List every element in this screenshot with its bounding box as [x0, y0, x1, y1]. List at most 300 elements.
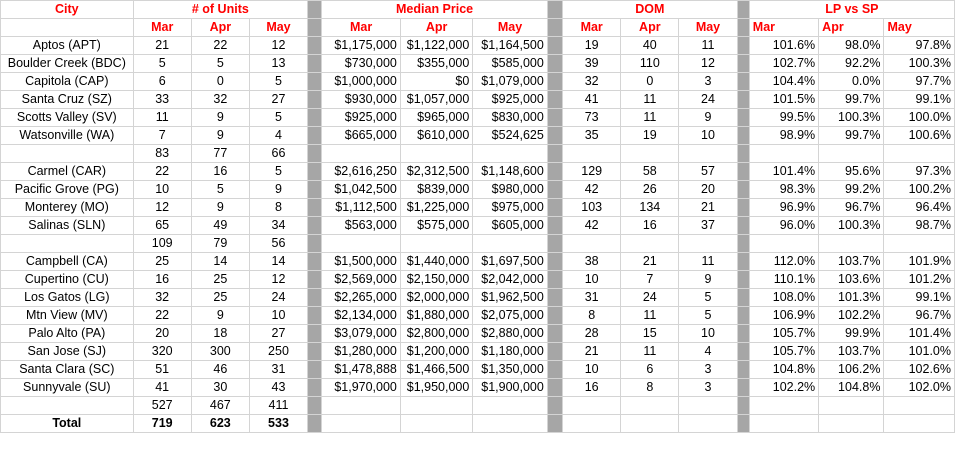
units-cell[interactable]: 27: [249, 91, 307, 109]
dom-cell[interactable]: 11: [679, 37, 737, 55]
lp-vs-sp-cell[interactable]: 99.1%: [884, 289, 955, 307]
median-price-cell[interactable]: $610,000: [400, 127, 472, 145]
lp-vs-sp-cell[interactable]: [819, 145, 884, 163]
lp-vs-sp-cell[interactable]: 99.2%: [819, 181, 884, 199]
median-price-cell[interactable]: $1,500,000: [322, 253, 401, 271]
dom-cell[interactable]: 15: [621, 325, 679, 343]
median-price-cell[interactable]: $1,900,000: [473, 379, 548, 397]
median-price-cell[interactable]: $1,042,500: [322, 181, 401, 199]
dom-cell[interactable]: 38: [563, 253, 621, 271]
median-price-cell[interactable]: $730,000: [322, 55, 401, 73]
dom-cell[interactable]: [679, 235, 737, 253]
dom-cell[interactable]: 57: [679, 163, 737, 181]
median-price-cell[interactable]: $1,164,500: [473, 37, 548, 55]
dom-cell[interactable]: [621, 415, 679, 433]
dom-cell[interactable]: 8: [563, 307, 621, 325]
lpsp-month-apr[interactable]: Apr: [819, 19, 884, 37]
units-cell[interactable]: 16: [133, 271, 191, 289]
price-month-mar[interactable]: Mar: [322, 19, 401, 37]
units-cell[interactable]: 22: [133, 307, 191, 325]
dom-cell[interactable]: 9: [679, 271, 737, 289]
median-price-cell[interactable]: $1,962,500: [473, 289, 548, 307]
units-cell[interactable]: 77: [191, 145, 249, 163]
units-cell[interactable]: 5: [133, 55, 191, 73]
lp-vs-sp-cell[interactable]: 101.5%: [749, 91, 818, 109]
dom-cell[interactable]: 21: [679, 199, 737, 217]
city-name-cell[interactable]: Capitola (CAP): [1, 73, 134, 91]
lp-vs-sp-cell[interactable]: 101.9%: [884, 253, 955, 271]
lp-vs-sp-cell[interactable]: 103.7%: [819, 343, 884, 361]
lp-vs-sp-cell[interactable]: 100.2%: [884, 181, 955, 199]
lp-vs-sp-cell[interactable]: 100.6%: [884, 127, 955, 145]
units-cell[interactable]: 13: [249, 55, 307, 73]
city-name-cell[interactable]: Los Gatos (LG): [1, 289, 134, 307]
units-cell[interactable]: 10: [249, 307, 307, 325]
median-price-cell[interactable]: $2,616,250: [322, 163, 401, 181]
units-cell[interactable]: 6: [133, 73, 191, 91]
lp-vs-sp-cell[interactable]: 99.5%: [749, 109, 818, 127]
units-cell[interactable]: 20: [133, 325, 191, 343]
median-price-cell[interactable]: $2,880,000: [473, 325, 548, 343]
dom-cell[interactable]: 37: [679, 217, 737, 235]
median-price-cell[interactable]: $0: [400, 73, 472, 91]
lp-vs-sp-cell[interactable]: 97.3%: [884, 163, 955, 181]
units-cell[interactable]: 5: [191, 181, 249, 199]
dom-cell[interactable]: 39: [563, 55, 621, 73]
units-month-may[interactable]: May: [249, 19, 307, 37]
lp-vs-sp-cell[interactable]: [819, 235, 884, 253]
lp-vs-sp-cell[interactable]: 101.0%: [884, 343, 955, 361]
median-price-cell[interactable]: $2,265,000: [322, 289, 401, 307]
dom-cell[interactable]: 16: [621, 217, 679, 235]
median-price-cell[interactable]: $2,150,000: [400, 271, 472, 289]
dom-cell[interactable]: [679, 397, 737, 415]
units-cell[interactable]: 533: [249, 415, 307, 433]
dom-cell[interactable]: 0: [621, 73, 679, 91]
dom-cell[interactable]: [679, 145, 737, 163]
median-price-cell[interactable]: $563,000: [322, 217, 401, 235]
lpsp-month-mar[interactable]: Mar: [749, 19, 818, 37]
total-label-cell[interactable]: Total: [1, 415, 134, 433]
lp-vs-sp-cell[interactable]: 101.2%: [884, 271, 955, 289]
dom-cell[interactable]: 11: [621, 307, 679, 325]
units-cell[interactable]: 5: [249, 109, 307, 127]
lp-vs-sp-cell[interactable]: 106.2%: [819, 361, 884, 379]
units-cell[interactable]: 12: [249, 271, 307, 289]
lp-vs-sp-cell[interactable]: 102.0%: [884, 379, 955, 397]
median-price-cell[interactable]: $930,000: [322, 91, 401, 109]
city-name-cell[interactable]: Carmel (CAR): [1, 163, 134, 181]
lp-vs-sp-cell[interactable]: 98.7%: [884, 217, 955, 235]
median-price-cell[interactable]: $1,148,600: [473, 163, 548, 181]
lp-vs-sp-cell[interactable]: [819, 415, 884, 433]
units-cell[interactable]: 5: [249, 73, 307, 91]
units-cell[interactable]: 30: [191, 379, 249, 397]
lp-vs-sp-cell[interactable]: 106.9%: [749, 307, 818, 325]
lp-vs-sp-cell[interactable]: 98.3%: [749, 181, 818, 199]
units-cell[interactable]: 7: [133, 127, 191, 145]
dom-cell[interactable]: 7: [621, 271, 679, 289]
median-price-cell[interactable]: [400, 397, 472, 415]
dom-cell[interactable]: 42: [563, 181, 621, 199]
median-price-cell[interactable]: $665,000: [322, 127, 401, 145]
dom-cell[interactable]: 5: [679, 289, 737, 307]
dom-cell[interactable]: 20: [679, 181, 737, 199]
lp-vs-sp-cell[interactable]: 97.8%: [884, 37, 955, 55]
city-name-cell[interactable]: Watsonville (WA): [1, 127, 134, 145]
lp-vs-sp-cell[interactable]: 98.0%: [819, 37, 884, 55]
median-price-cell[interactable]: $925,000: [322, 109, 401, 127]
median-price-cell[interactable]: [322, 235, 401, 253]
lp-vs-sp-cell[interactable]: 102.2%: [819, 307, 884, 325]
median-price-cell[interactable]: $1,180,000: [473, 343, 548, 361]
median-price-cell[interactable]: $965,000: [400, 109, 472, 127]
price-month-apr[interactable]: Apr: [400, 19, 472, 37]
median-price-cell[interactable]: $1,950,000: [400, 379, 472, 397]
lp-vs-sp-cell[interactable]: [749, 235, 818, 253]
median-price-cell[interactable]: [473, 145, 548, 163]
units-cell[interactable]: 79: [191, 235, 249, 253]
dom-cell[interactable]: 9: [679, 109, 737, 127]
median-price-cell[interactable]: $575,000: [400, 217, 472, 235]
units-cell[interactable]: 12: [249, 37, 307, 55]
empty-cell[interactable]: [1, 397, 134, 415]
dom-cell[interactable]: 3: [679, 361, 737, 379]
units-cell[interactable]: 32: [191, 91, 249, 109]
units-cell[interactable]: 9: [249, 181, 307, 199]
units-month-apr[interactable]: Apr: [191, 19, 249, 37]
units-cell[interactable]: 31: [249, 361, 307, 379]
median-price-cell[interactable]: [322, 145, 401, 163]
median-price-cell[interactable]: [473, 415, 548, 433]
median-price-cell[interactable]: $1,697,500: [473, 253, 548, 271]
median-price-cell[interactable]: $1,440,000: [400, 253, 472, 271]
dom-cell[interactable]: 8: [621, 379, 679, 397]
dom-cell[interactable]: 73: [563, 109, 621, 127]
dom-cell[interactable]: 31: [563, 289, 621, 307]
dom-cell[interactable]: 103: [563, 199, 621, 217]
median-price-cell[interactable]: $2,042,000: [473, 271, 548, 289]
units-cell[interactable]: 33: [133, 91, 191, 109]
units-cell[interactable]: 10: [133, 181, 191, 199]
lp-vs-sp-cell[interactable]: [884, 415, 955, 433]
units-cell[interactable]: 22: [133, 163, 191, 181]
lp-vs-sp-cell[interactable]: 92.2%: [819, 55, 884, 73]
units-cell[interactable]: 411: [249, 397, 307, 415]
units-cell[interactable]: 5: [249, 163, 307, 181]
price-header[interactable]: Median Price: [322, 1, 547, 19]
units-cell[interactable]: 34: [249, 217, 307, 235]
median-price-cell[interactable]: $975,000: [473, 199, 548, 217]
median-price-cell[interactable]: $1,000,000: [322, 73, 401, 91]
units-cell[interactable]: 9: [191, 109, 249, 127]
units-cell[interactable]: 5: [191, 55, 249, 73]
dom-cell[interactable]: 110: [621, 55, 679, 73]
dom-cell[interactable]: [621, 397, 679, 415]
lp-vs-sp-cell[interactable]: [749, 145, 818, 163]
lp-vs-sp-cell[interactable]: 101.3%: [819, 289, 884, 307]
units-cell[interactable]: 24: [249, 289, 307, 307]
dom-cell[interactable]: 3: [679, 73, 737, 91]
dom-cell[interactable]: 21: [621, 253, 679, 271]
dom-cell[interactable]: [621, 235, 679, 253]
lp-vs-sp-cell[interactable]: 101.4%: [749, 163, 818, 181]
median-price-cell[interactable]: $1,350,000: [473, 361, 548, 379]
dom-cell[interactable]: 24: [621, 289, 679, 307]
median-price-cell[interactable]: $2,075,000: [473, 307, 548, 325]
city-name-cell[interactable]: Santa Cruz (SZ): [1, 91, 134, 109]
city-name-cell[interactable]: Boulder Creek (BDC): [1, 55, 134, 73]
dom-cell[interactable]: 19: [563, 37, 621, 55]
median-price-cell[interactable]: $1,466,500: [400, 361, 472, 379]
dom-cell[interactable]: 10: [679, 127, 737, 145]
units-cell[interactable]: 14: [249, 253, 307, 271]
median-price-cell[interactable]: [400, 145, 472, 163]
units-cell[interactable]: 32: [133, 289, 191, 307]
units-cell[interactable]: 8: [249, 199, 307, 217]
dom-cell[interactable]: 6: [621, 361, 679, 379]
dom-cell[interactable]: 41: [563, 91, 621, 109]
empty-cell[interactable]: [1, 19, 134, 37]
lp-vs-sp-cell[interactable]: 98.9%: [749, 127, 818, 145]
units-cell[interactable]: 9: [191, 307, 249, 325]
lp-vs-sp-cell[interactable]: 96.7%: [819, 199, 884, 217]
dom-cell[interactable]: 129: [563, 163, 621, 181]
lp-vs-sp-cell[interactable]: 95.6%: [819, 163, 884, 181]
median-price-cell[interactable]: $2,569,000: [322, 271, 401, 289]
median-price-cell[interactable]: [473, 235, 548, 253]
dom-month-mar[interactable]: Mar: [563, 19, 621, 37]
units-cell[interactable]: 719: [133, 415, 191, 433]
lp-vs-sp-cell[interactable]: 102.7%: [749, 55, 818, 73]
lp-vs-sp-cell[interactable]: 99.7%: [819, 91, 884, 109]
units-cell[interactable]: 49: [191, 217, 249, 235]
city-name-cell[interactable]: Salinas (SLN): [1, 217, 134, 235]
lp-vs-sp-cell[interactable]: 99.9%: [819, 325, 884, 343]
lpsp-header[interactable]: LP vs SP: [749, 1, 954, 19]
price-month-may[interactable]: May: [473, 19, 548, 37]
units-cell[interactable]: 25: [133, 253, 191, 271]
units-cell[interactable]: 9: [191, 127, 249, 145]
city-name-cell[interactable]: Monterey (MO): [1, 199, 134, 217]
median-price-cell[interactable]: $980,000: [473, 181, 548, 199]
units-cell[interactable]: 46: [191, 361, 249, 379]
lp-vs-sp-cell[interactable]: 104.8%: [749, 361, 818, 379]
units-cell[interactable]: 41: [133, 379, 191, 397]
dom-cell[interactable]: [563, 397, 621, 415]
empty-cell[interactable]: [1, 235, 134, 253]
lp-vs-sp-cell[interactable]: [819, 397, 884, 415]
dom-cell[interactable]: 26: [621, 181, 679, 199]
dom-cell[interactable]: 42: [563, 217, 621, 235]
lp-vs-sp-cell[interactable]: 103.7%: [819, 253, 884, 271]
median-price-cell[interactable]: $2,134,000: [322, 307, 401, 325]
median-price-cell[interactable]: $524,625: [473, 127, 548, 145]
city-name-cell[interactable]: Aptos (APT): [1, 37, 134, 55]
lp-vs-sp-cell[interactable]: [749, 415, 818, 433]
dom-cell[interactable]: 10: [563, 361, 621, 379]
median-price-cell[interactable]: $1,970,000: [322, 379, 401, 397]
lp-vs-sp-cell[interactable]: 100.3%: [819, 109, 884, 127]
lp-vs-sp-cell[interactable]: 100.3%: [819, 217, 884, 235]
lp-vs-sp-cell[interactable]: 100.3%: [884, 55, 955, 73]
units-cell[interactable]: 83: [133, 145, 191, 163]
lp-vs-sp-cell[interactable]: 102.2%: [749, 379, 818, 397]
dom-cell[interactable]: 3: [679, 379, 737, 397]
median-price-cell[interactable]: $3,079,000: [322, 325, 401, 343]
lp-vs-sp-cell[interactable]: 104.4%: [749, 73, 818, 91]
units-cell[interactable]: 43: [249, 379, 307, 397]
city-name-cell[interactable]: Cupertino (CU): [1, 271, 134, 289]
median-price-cell[interactable]: $2,000,000: [400, 289, 472, 307]
units-cell[interactable]: 623: [191, 415, 249, 433]
median-price-cell[interactable]: $585,000: [473, 55, 548, 73]
median-price-cell[interactable]: $1,225,000: [400, 199, 472, 217]
median-price-cell[interactable]: $1,079,000: [473, 73, 548, 91]
lp-vs-sp-cell[interactable]: 110.1%: [749, 271, 818, 289]
dom-cell[interactable]: [563, 415, 621, 433]
median-price-cell[interactable]: [322, 415, 401, 433]
lp-vs-sp-cell[interactable]: 112.0%: [749, 253, 818, 271]
dom-cell[interactable]: 58: [621, 163, 679, 181]
lp-vs-sp-cell[interactable]: [884, 397, 955, 415]
lp-vs-sp-cell[interactable]: 0.0%: [819, 73, 884, 91]
median-price-cell[interactable]: [400, 415, 472, 433]
city-name-cell[interactable]: San Jose (SJ): [1, 343, 134, 361]
city-header[interactable]: City: [1, 1, 134, 19]
units-cell[interactable]: 250: [249, 343, 307, 361]
median-price-cell[interactable]: $839,000: [400, 181, 472, 199]
lp-vs-sp-cell[interactable]: 108.0%: [749, 289, 818, 307]
dom-cell[interactable]: 35: [563, 127, 621, 145]
dom-cell[interactable]: [563, 235, 621, 253]
median-price-cell[interactable]: $925,000: [473, 91, 548, 109]
median-price-cell[interactable]: [473, 397, 548, 415]
units-cell[interactable]: 300: [191, 343, 249, 361]
lp-vs-sp-cell[interactable]: [884, 235, 955, 253]
median-price-cell[interactable]: $1,200,000: [400, 343, 472, 361]
median-price-cell[interactable]: $1,175,000: [322, 37, 401, 55]
dom-cell[interactable]: [679, 415, 737, 433]
lp-vs-sp-cell[interactable]: 96.9%: [749, 199, 818, 217]
lp-vs-sp-cell[interactable]: [884, 145, 955, 163]
median-price-cell[interactable]: [322, 397, 401, 415]
dom-cell[interactable]: 11: [621, 109, 679, 127]
median-price-cell[interactable]: $1,057,000: [400, 91, 472, 109]
median-price-cell[interactable]: $1,112,500: [322, 199, 401, 217]
median-price-cell[interactable]: $1,478,888: [322, 361, 401, 379]
city-name-cell[interactable]: Sunnyvale (SU): [1, 379, 134, 397]
lp-vs-sp-cell[interactable]: 105.7%: [749, 343, 818, 361]
lp-vs-sp-cell[interactable]: 102.6%: [884, 361, 955, 379]
median-price-cell[interactable]: $1,880,000: [400, 307, 472, 325]
median-price-cell[interactable]: $1,280,000: [322, 343, 401, 361]
dom-cell[interactable]: 11: [621, 91, 679, 109]
units-cell[interactable]: 11: [133, 109, 191, 127]
dom-cell[interactable]: [563, 145, 621, 163]
city-name-cell[interactable]: Santa Clara (SC): [1, 361, 134, 379]
lp-vs-sp-cell[interactable]: 96.4%: [884, 199, 955, 217]
lp-vs-sp-cell[interactable]: 103.6%: [819, 271, 884, 289]
units-cell[interactable]: 14: [191, 253, 249, 271]
dom-cell[interactable]: 11: [621, 343, 679, 361]
city-name-cell[interactable]: Mtn View (MV): [1, 307, 134, 325]
median-price-cell[interactable]: $605,000: [473, 217, 548, 235]
lp-vs-sp-cell[interactable]: 100.0%: [884, 109, 955, 127]
units-cell[interactable]: 109: [133, 235, 191, 253]
units-cell[interactable]: 22: [191, 37, 249, 55]
dom-cell[interactable]: 10: [563, 271, 621, 289]
empty-cell[interactable]: [1, 145, 134, 163]
median-price-cell[interactable]: [400, 235, 472, 253]
units-cell[interactable]: 56: [249, 235, 307, 253]
units-cell[interactable]: 65: [133, 217, 191, 235]
dom-cell[interactable]: 10: [679, 325, 737, 343]
dom-cell[interactable]: 11: [679, 253, 737, 271]
dom-month-may[interactable]: May: [679, 19, 737, 37]
lp-vs-sp-cell[interactable]: 96.7%: [884, 307, 955, 325]
median-price-cell[interactable]: $2,800,000: [400, 325, 472, 343]
city-name-cell[interactable]: Campbell (CA): [1, 253, 134, 271]
city-name-cell[interactable]: Pacific Grove (PG): [1, 181, 134, 199]
units-cell[interactable]: 18: [191, 325, 249, 343]
dom-cell[interactable]: 40: [621, 37, 679, 55]
units-cell[interactable]: 21: [133, 37, 191, 55]
lp-vs-sp-cell[interactable]: 99.7%: [819, 127, 884, 145]
dom-month-apr[interactable]: Apr: [621, 19, 679, 37]
dom-cell[interactable]: 16: [563, 379, 621, 397]
dom-cell[interactable]: 19: [621, 127, 679, 145]
lp-vs-sp-cell[interactable]: 105.7%: [749, 325, 818, 343]
dom-cell[interactable]: 4: [679, 343, 737, 361]
dom-cell[interactable]: 28: [563, 325, 621, 343]
median-price-cell[interactable]: $355,000: [400, 55, 472, 73]
lp-vs-sp-cell[interactable]: 104.8%: [819, 379, 884, 397]
units-cell[interactable]: 25: [191, 271, 249, 289]
dom-cell[interactable]: 24: [679, 91, 737, 109]
dom-cell[interactable]: 5: [679, 307, 737, 325]
dom-cell[interactable]: 32: [563, 73, 621, 91]
units-cell[interactable]: 27: [249, 325, 307, 343]
dom-header[interactable]: DOM: [563, 1, 737, 19]
units-cell[interactable]: 12: [133, 199, 191, 217]
units-cell[interactable]: 9: [191, 199, 249, 217]
lpsp-month-may[interactable]: May: [884, 19, 955, 37]
units-cell[interactable]: 25: [191, 289, 249, 307]
units-cell[interactable]: 527: [133, 397, 191, 415]
lp-vs-sp-cell[interactable]: 101.4%: [884, 325, 955, 343]
city-name-cell[interactable]: Scotts Valley (SV): [1, 109, 134, 127]
units-cell[interactable]: 467: [191, 397, 249, 415]
units-cell[interactable]: 4: [249, 127, 307, 145]
lp-vs-sp-cell[interactable]: 101.6%: [749, 37, 818, 55]
dom-cell[interactable]: 134: [621, 199, 679, 217]
dom-cell[interactable]: [621, 145, 679, 163]
lp-vs-sp-cell[interactable]: 97.7%: [884, 73, 955, 91]
units-cell[interactable]: 66: [249, 145, 307, 163]
city-name-cell[interactable]: Palo Alto (PA): [1, 325, 134, 343]
median-price-cell[interactable]: $830,000: [473, 109, 548, 127]
units-cell[interactable]: 320: [133, 343, 191, 361]
units-cell[interactable]: 16: [191, 163, 249, 181]
median-price-cell[interactable]: $1,122,000: [400, 37, 472, 55]
units-cell[interactable]: 0: [191, 73, 249, 91]
units-cell[interactable]: 51: [133, 361, 191, 379]
lp-vs-sp-cell[interactable]: 99.1%: [884, 91, 955, 109]
median-price-cell[interactable]: $2,312,500: [400, 163, 472, 181]
units-header[interactable]: # of Units: [133, 1, 307, 19]
units-month-mar[interactable]: Mar: [133, 19, 191, 37]
